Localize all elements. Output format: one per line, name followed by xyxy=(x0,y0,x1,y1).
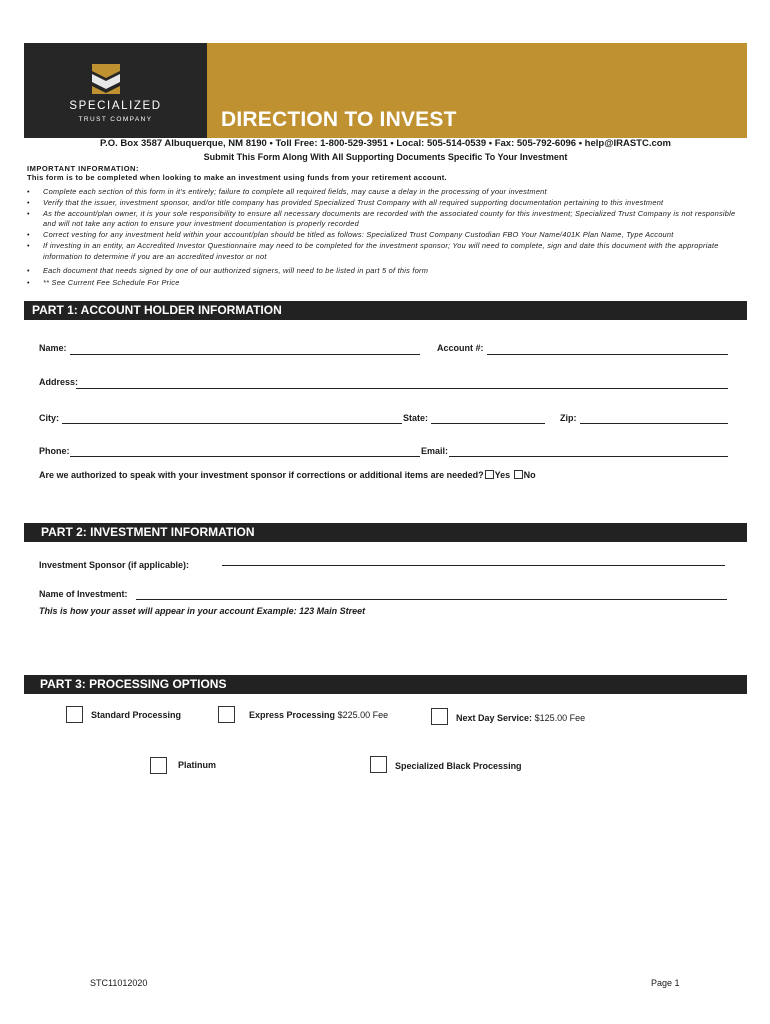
form-code: STC11012020 xyxy=(90,978,148,988)
bullet-icon: • xyxy=(27,230,30,240)
specialized-black-label: Specialized Black Processing xyxy=(395,761,522,771)
name-label: Name: xyxy=(39,343,67,353)
name-field[interactable] xyxy=(70,354,420,355)
contact-line: P.O. Box 3587 Albuquerque, NM 8190 • Toll Free: 1-800-529-3951 • Local: 505-514-0539 • Fax: 505-792-6096 • help@IRASTC.com xyxy=(100,138,671,149)
express-processing-checkbox[interactable] xyxy=(218,706,235,723)
instruction-item: • ** See Current Fee Schedule For Price xyxy=(27,278,180,288)
instruction-item: • Each document that needs signed by one of our authorized signers, will need to be listed in part 5 of this form xyxy=(27,265,429,275)
part1-title: PART 1: ACCOUNT HOLDER INFORMATION xyxy=(32,303,282,317)
yes-label: Yes xyxy=(494,470,511,480)
bullet-icon: • xyxy=(27,265,30,275)
address-label: Address: xyxy=(39,377,79,387)
investment-name-field[interactable] xyxy=(136,599,727,600)
part3-header xyxy=(24,675,747,694)
zip-field[interactable] xyxy=(580,423,728,424)
zip-label: Zip: xyxy=(560,413,577,423)
company-logo-icon xyxy=(88,62,124,96)
next-day-service-label: Next Day Service: xyxy=(456,713,533,723)
investment-sponsor-field[interactable] xyxy=(222,565,725,566)
important-info-text: This form is to be completed when looking to make an investment using funds from your retirement account. xyxy=(27,173,447,182)
part1-header xyxy=(24,301,747,320)
logo-subtitle: TRUST COMPANY xyxy=(78,116,153,123)
logo-wordmark: SPECIALIZED xyxy=(69,100,162,112)
part2-header xyxy=(24,523,747,542)
specialized-black-checkbox[interactable] xyxy=(370,756,387,773)
state-field[interactable] xyxy=(431,423,545,424)
asset-example-note: This is how your asset will appear in your account Example: 123 Main Street xyxy=(39,606,366,616)
instruction-list xyxy=(27,187,747,289)
platinum-checkbox[interactable] xyxy=(150,757,167,774)
account-number-field[interactable] xyxy=(487,354,728,355)
instruction-item: • As the account/plan owner, it is your sole responsibility to ensure all necessary documents are recorded with the associated county for this investment; Specialized Trust Company is not responsible and will not take any action to ensure your investment documentation is properly recorded xyxy=(27,208,736,229)
part2-title: PART 2: INVESTMENT INFORMATION xyxy=(41,525,255,539)
submit-note: Submit This Form Along With All Supporting Documents Specific To Your Investment xyxy=(203,152,568,162)
bullet-icon: • xyxy=(27,187,30,196)
express-processing-option xyxy=(249,710,388,720)
state-label: State: xyxy=(403,413,429,423)
account-number-label: Account #: xyxy=(437,343,484,353)
important-info-title: IMPORTANT INFORMATION: xyxy=(27,164,139,173)
part3-title: PART 3: PROCESSING OPTIONS xyxy=(40,677,227,691)
authorization-question-text: Are we authorized to speak with your investment sponsor if corrections or additional items are needed? xyxy=(39,470,484,480)
standard-processing-checkbox[interactable] xyxy=(66,706,83,723)
form-title: DIRECTION TO INVEST xyxy=(221,108,457,131)
page-number: Page 1 xyxy=(651,978,680,988)
next-day-service-fee: $125.00 Fee xyxy=(534,713,586,723)
instruction-item: • If investing in an entity, an Accredited Investor Questionnaire may need to be completed for the investment sponsor; You will need to complete, sign and date this document with the appropriate information to determine if you are an accredited investor or not xyxy=(27,240,719,261)
investment-name-label: Name of Investment: xyxy=(39,589,128,599)
address-field[interactable] xyxy=(76,388,728,389)
standard-processing-label: Standard Processing xyxy=(91,710,182,720)
instruction-item: • Complete each section of this form in it's entirely; failure to complete all required fields, may cause a delay in the processing of your investment xyxy=(27,187,547,196)
authorization-question xyxy=(39,470,536,480)
phone-field[interactable] xyxy=(70,456,420,457)
bullet-icon: • xyxy=(27,197,30,207)
next-day-service-checkbox[interactable] xyxy=(431,708,448,725)
bullet-icon: • xyxy=(27,278,30,288)
investment-sponsor-label: Investment Sponsor (if applicable): xyxy=(39,560,190,570)
express-processing-fee: $225.00 Fee xyxy=(337,710,389,720)
express-processing-label: Express Processing xyxy=(249,710,336,720)
email-label: Email: xyxy=(421,446,449,456)
instruction-item: • Correct vesting for any investment held within your account/plan should be titled as follows: Specialized Trust Company Custodian FBO Your Name/401K Plan Name, Type Account xyxy=(27,230,674,240)
bullet-icon: • xyxy=(27,208,30,218)
email-field[interactable] xyxy=(449,456,728,457)
no-checkbox[interactable] xyxy=(514,470,523,479)
platinum-label: Platinum xyxy=(178,760,217,770)
no-label: No xyxy=(523,470,536,480)
yes-checkbox[interactable] xyxy=(485,470,494,479)
city-field[interactable] xyxy=(62,423,402,424)
next-day-service-option xyxy=(456,713,585,723)
phone-label: Phone: xyxy=(39,446,70,456)
instruction-item: • Verify that the issuer, investment sponsor, and/or title company has provided Specialized Trust Company with all required supporting documentation pertaining to this investment xyxy=(27,197,664,207)
bullet-icon: • xyxy=(27,240,30,250)
city-label: City: xyxy=(39,413,59,423)
